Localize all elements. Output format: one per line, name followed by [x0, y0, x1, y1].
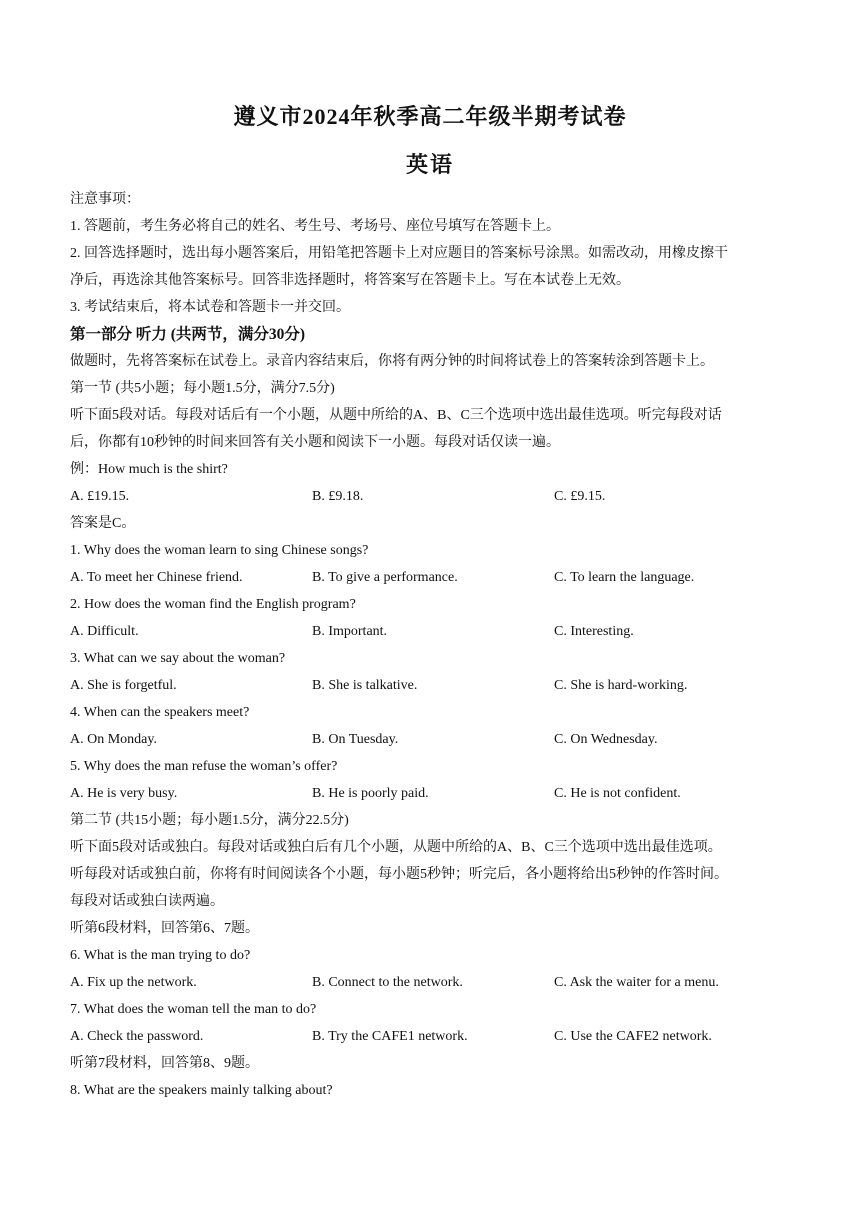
question-3-options	[70, 672, 792, 699]
question-5-options	[70, 780, 792, 807]
notice-item: 1. 答题前，考生务必将自己的姓名、考生号、考场号、座位号填写在答题卡上。	[70, 219, 560, 234]
notice-item: 2. 回答选择题时，选出每小题答案后，用铅笔把答题卡上对应题目的答案标号涂黑。如需改动，用橡皮擦干	[70, 246, 728, 261]
option-b: B. To give a performance.	[312, 570, 458, 585]
option-b: B. Try the CAFE1 network.	[312, 1029, 468, 1044]
option-b: B. Connect to the network.	[312, 975, 463, 990]
part1-heading: 第一部分 听力 (共两节，满分30分)	[70, 326, 306, 343]
section2-instruction: 听下面5段对话或独白。每段对话或独白后有几个小题，从题中所给的A、B、C三个选项中选出最佳选项。	[70, 840, 722, 855]
notice-item: 净后，再选涂其他答案标号。回答非选择题时，将答案写在答题卡上。写在本试卷上无效。	[70, 273, 630, 288]
question-6-options	[70, 969, 792, 996]
option-a: A. To meet her Chinese friend.	[70, 570, 243, 585]
example-question: 例：How much is the shirt?	[70, 462, 228, 477]
section1-instruction: 后，你都有10秒钟的时间来回答有关小题和阅读下一小题。每段对话仅读一遍。	[70, 435, 560, 450]
question-7: 7. What does the woman tell the man to do?	[70, 1002, 317, 1017]
option-a: A. Check the password.	[70, 1029, 204, 1044]
question-8: 8. What are the speakers mainly talking about?	[70, 1083, 333, 1098]
example-answer: 答案是C。	[70, 516, 136, 531]
notice-item: 3. 考试结束后，将本试卷和答题卡一并交回。	[70, 300, 350, 315]
question-2: 2. How does the woman find the English program?	[70, 597, 356, 612]
question-4: 4. When can the speakers meet?	[70, 705, 250, 720]
exam-body	[70, 186, 792, 1104]
question-7-options	[70, 1023, 792, 1050]
section1-instruction: 听下面5段对话。每段对话后有一个小题，从题中所给的A、B、C三个选项中选出最佳选项。听完每段对话	[70, 408, 722, 423]
option-c: C. To learn the language.	[554, 570, 695, 585]
option-c: C. She is hard-working.	[554, 678, 688, 693]
subject-title: 英语	[405, 152, 454, 177]
option-a: A. She is forgetful.	[70, 678, 177, 693]
option-a: A. Fix up the network.	[70, 975, 197, 990]
material-7-heading: 听第7段材料，回答第8、9题。	[70, 1056, 259, 1071]
option-c: C. Use the CAFE2 network.	[554, 1029, 712, 1044]
part1-instruction: 做题时，先将答案标在试卷上。录音内容结束后，你将有两分钟的时间将试卷上的答案转涂到答题卡上。	[70, 354, 714, 369]
example-options	[70, 483, 792, 510]
question-3: 3. What can we say about the woman?	[70, 651, 286, 666]
option-c: C. He is not confident.	[554, 786, 681, 801]
option-b: B. Important.	[312, 624, 388, 639]
option-a: A. He is very busy.	[70, 786, 178, 801]
question-1-options	[70, 564, 792, 591]
question-6: 6. What is the man trying to do?	[70, 948, 251, 963]
section2-instruction: 听每段对话或独白前，你将有时间阅读各个小题，每小题5秒钟；听完后，各小题将给出5秒钟的作答时间。	[70, 867, 728, 882]
page-title: 遵义市2024年秋季高二年级半期考试卷	[233, 104, 627, 129]
option-b: B. She is talkative.	[312, 678, 418, 693]
option-b: B. On Tuesday.	[312, 732, 399, 747]
option-b: B. He is poorly paid.	[312, 786, 429, 801]
option-a: A. Difficult.	[70, 624, 139, 639]
option-c: C. Ask the waiter for a menu.	[554, 975, 719, 990]
notice-heading: 注意事项：	[70, 192, 140, 207]
question-2-options	[70, 618, 792, 645]
material-6-heading: 听第6段材料，回答第6、7题。	[70, 921, 259, 936]
option-a: A. On Monday.	[70, 732, 157, 747]
question-5: 5. Why does the man refuse the woman’s offer?	[70, 759, 338, 774]
question-4-options	[70, 726, 792, 753]
option-c: C. £9.15.	[554, 489, 606, 504]
section1-heading: 第一节 (共5小题；每小题1.5分，满分7.5分)	[70, 381, 335, 396]
option-c: C. On Wednesday.	[554, 732, 658, 747]
option-a: A. £19.15.	[70, 489, 130, 504]
section2-heading: 第二节 (共15小题；每小题1.5分，满分22.5分)	[70, 813, 349, 828]
section2-instruction: 每段对话或独白读两遍。	[70, 894, 224, 909]
option-c: C. Interesting.	[554, 624, 634, 639]
option-b: B. £9.18.	[312, 489, 364, 504]
question-1: 1. Why does the woman learn to sing Chinese songs?	[70, 543, 369, 558]
